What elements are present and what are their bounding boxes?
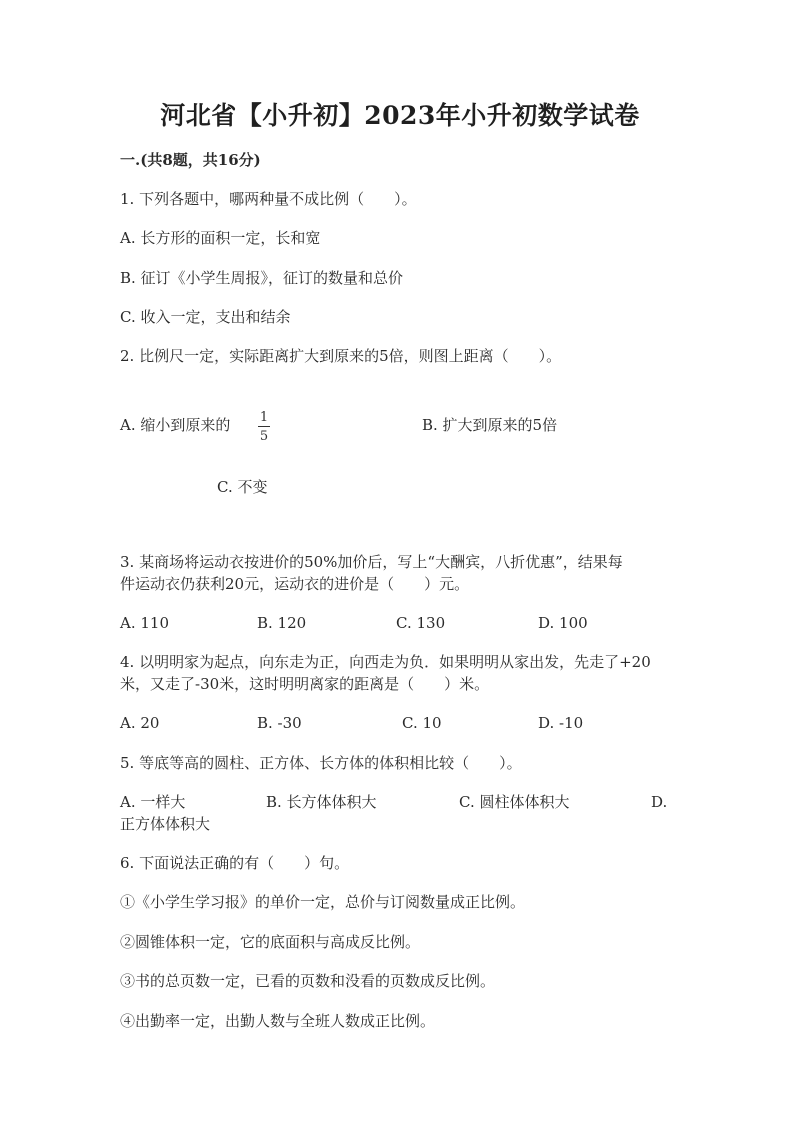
question-3-stem-line2: 件运动衣仍获利20元，运动衣的进价是（ ）元。 [120,575,470,593]
question-3-option-d: D. 100 [538,614,588,632]
question-1-option-c: C. 收入一定，支出和结余 [120,308,291,326]
fraction-bar [258,426,270,427]
question-3-option-b: B. 120 [257,614,307,632]
question-4-option-c: C. 10 [402,714,442,732]
question-6-statement-2: ②圆锥体积一定，它的底面积与高成反比例。 [120,933,421,951]
question-4-option-a: A. 20 [120,714,160,732]
question-4-stem-line2: 米，又走了-30米，这时明明离家的距离是（ ）米。 [120,675,490,693]
question-1-option-b: B. 征订《小学生周报》，征订的数量和总价 [120,269,404,287]
question-5-stem: 5. 等底等高的圆柱、正方体、长方体的体积相比较（ ）。 [120,754,522,772]
page-title: 河北省【小升初】2023年小升初数学试卷 [160,101,640,130]
question-2-stem: 2. 比例尺一定，实际距离扩大到原来的5倍，则图上距离（ ）。 [120,347,562,365]
fraction-one-fifth [256,410,272,444]
question-6-stem: 6. 下面说法正确的有（ ）句。 [120,854,350,872]
question-5-option-d-label: D. [651,793,668,811]
question-2-option-a: A. 缩小到原来的 [120,416,231,434]
question-1-option-a: A. 长方形的面积一定，长和宽 [120,229,321,247]
question-3-stem-line1: 3. 某商场将运动衣按进价的50%加价后，写上“大酬宾，八折优惠”，结果每 [120,553,623,571]
fraction-numerator: 1 [259,410,269,425]
question-6-statement-3: ③书的总页数一定，已看的页数和没看的页数成反比例。 [120,972,496,990]
question-5-option-b: B. 长方体体积大 [266,793,377,811]
question-1-stem: 1. 下列各题中，哪两种量不成比例（ ）。 [120,190,417,208]
fraction-denominator: 5 [259,429,269,444]
question-2-option-b: B. 扩大到原来的5倍 [422,416,558,434]
question-6-statement-1: ①《小学生学习报》的单价一定，总价与订阅数量成正比例。 [120,893,526,911]
question-5-option-d-text: 正方体体积大 [120,815,211,833]
question-5-option-c: C. 圆柱体体积大 [459,793,570,811]
question-4-option-b: B. -30 [257,714,302,732]
question-6-statement-4: ④出勤率一定，出勤人数与全班人数成正比例。 [120,1012,436,1030]
question-3-option-c: C. 130 [396,614,446,632]
question-2-option-c: C. 不变 [217,478,268,496]
question-4-option-d: D. -10 [538,714,584,732]
section-heading: 一.(共8题，共16分) [120,151,261,169]
question-5-option-a: A. 一样大 [120,793,186,811]
question-4-stem-line1: 4. 以明明家为起点，向东走为正，向西走为负．如果明明从家出发，先走了+20 [120,653,651,671]
question-3-option-a: A. 110 [120,614,169,632]
